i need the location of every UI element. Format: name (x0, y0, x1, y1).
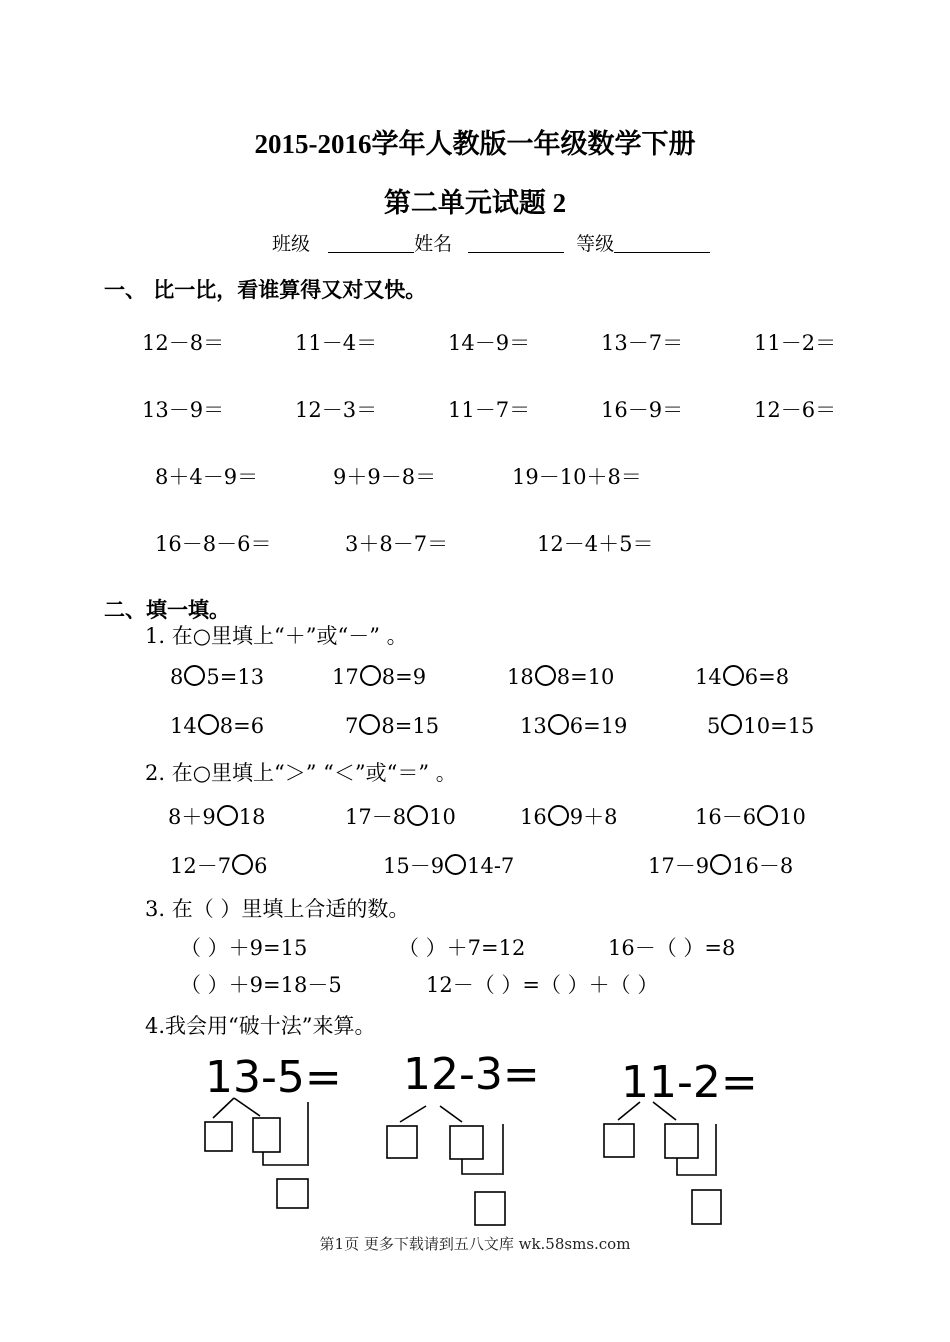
connector-line (462, 1159, 502, 1174)
q3-item: 16－（ ）=8 (608, 936, 736, 960)
page-footer: 第1页 更多下载请到五八文库 wk.58sms.com (319, 1235, 631, 1253)
q1-item: 7 8=15 (345, 714, 440, 738)
s1-eq: 12－3＝ (295, 398, 378, 422)
s1-eq: 11－7＝ (448, 398, 531, 422)
q4-prompt: 4.我会用“破十法”来算。 (145, 1014, 376, 1038)
branch-line (400, 1106, 426, 1122)
branch-line (440, 1106, 462, 1122)
section1-heading: 一、 比一比，看谁算得又对又快。 (104, 278, 427, 302)
q1-item: 13 6=19 (520, 714, 628, 738)
s1-eq: 11－4＝ (295, 331, 378, 355)
q3-prompt: 3. 在（ ）里填上合适的数。 (145, 897, 410, 921)
q1-prompt: 1. 在○里填上“＋”或“－” 。 (145, 624, 408, 648)
s1-eq: 3＋8－7＝ (345, 532, 449, 556)
answer-box[interactable] (277, 1179, 308, 1208)
q2-item: 17－9 16－8 (648, 854, 794, 878)
s1-eq: 14－9＝ (448, 331, 531, 355)
answer-box[interactable] (253, 1118, 280, 1152)
connector-line (677, 1158, 715, 1175)
s1-eq: 16－9＝ (601, 398, 684, 422)
answer-box[interactable] (450, 1126, 483, 1159)
q4-equation: 11-2= (621, 1057, 758, 1108)
s1-eq: 8＋4－9＝ (155, 465, 259, 489)
branch-line (653, 1102, 676, 1120)
s1-eq: 12－8＝ (142, 331, 225, 355)
q1-item: 14 8=6 (170, 714, 265, 738)
q2-item: 16 9＋8 (520, 805, 618, 829)
name-label: 姓名 (414, 233, 453, 255)
s1-eq: 11－2＝ (754, 331, 837, 355)
q1-item: 18 8=10 (507, 665, 615, 689)
answer-box[interactable] (665, 1124, 698, 1158)
grade-label: 等级 (576, 233, 615, 255)
branch-line (234, 1098, 260, 1116)
answer-box[interactable] (387, 1126, 417, 1158)
answer-box[interactable] (604, 1124, 634, 1157)
q2-prompt: 2. 在○里填上“＞” “＜”或“＝” 。 (145, 761, 457, 785)
page-subtitle: 第二单元试题 2 (383, 188, 567, 218)
q3-item: （ ）＋7=12 (398, 936, 526, 960)
answer-box[interactable] (205, 1122, 232, 1151)
s1-eq: 13－9＝ (142, 398, 225, 422)
s1-eq: 12－4＋5＝ (537, 532, 654, 556)
q3-item: 12－（ ）=（ ）＋（ ） (426, 973, 659, 997)
q1-item: 5 10=15 (707, 714, 815, 738)
answer-box[interactable] (692, 1190, 721, 1224)
s1-eq: 13－7＝ (601, 331, 684, 355)
q1-item: 8 5=13 (170, 665, 265, 689)
q2-item: 8＋9 18 (168, 805, 266, 829)
q2-item: 12－7 6 (170, 854, 268, 878)
q1-item: 17 8=9 (332, 665, 427, 689)
section2-heading: 二、填一填。 (104, 598, 230, 622)
connector-line (263, 1152, 307, 1165)
branch-line (213, 1098, 234, 1118)
q1-item: 14 6=8 (695, 665, 790, 689)
s1-eq: 9＋9－8＝ (333, 465, 437, 489)
page-title: 2015-2016学年人教版一年级数学下册 (254, 129, 696, 159)
q4-equation: 12-3= (403, 1049, 540, 1100)
answer-box[interactable] (475, 1192, 505, 1225)
s1-eq: 19－10＋8＝ (512, 465, 642, 489)
branch-line (618, 1102, 640, 1120)
q3-item: （ ）＋9=15 (180, 936, 308, 960)
class-label: 班级 (272, 233, 311, 255)
s1-eq: 16－8－6＝ (155, 532, 272, 556)
q3-item: （ ）＋9=18－5 (180, 973, 342, 997)
q2-item: 15－9 14-7 (383, 854, 515, 878)
q2-item: 17－8 10 (345, 805, 456, 829)
q4-equation: 13-5= (205, 1052, 342, 1103)
s1-eq: 12－6＝ (754, 398, 837, 422)
q2-item: 16－6 10 (695, 805, 806, 829)
